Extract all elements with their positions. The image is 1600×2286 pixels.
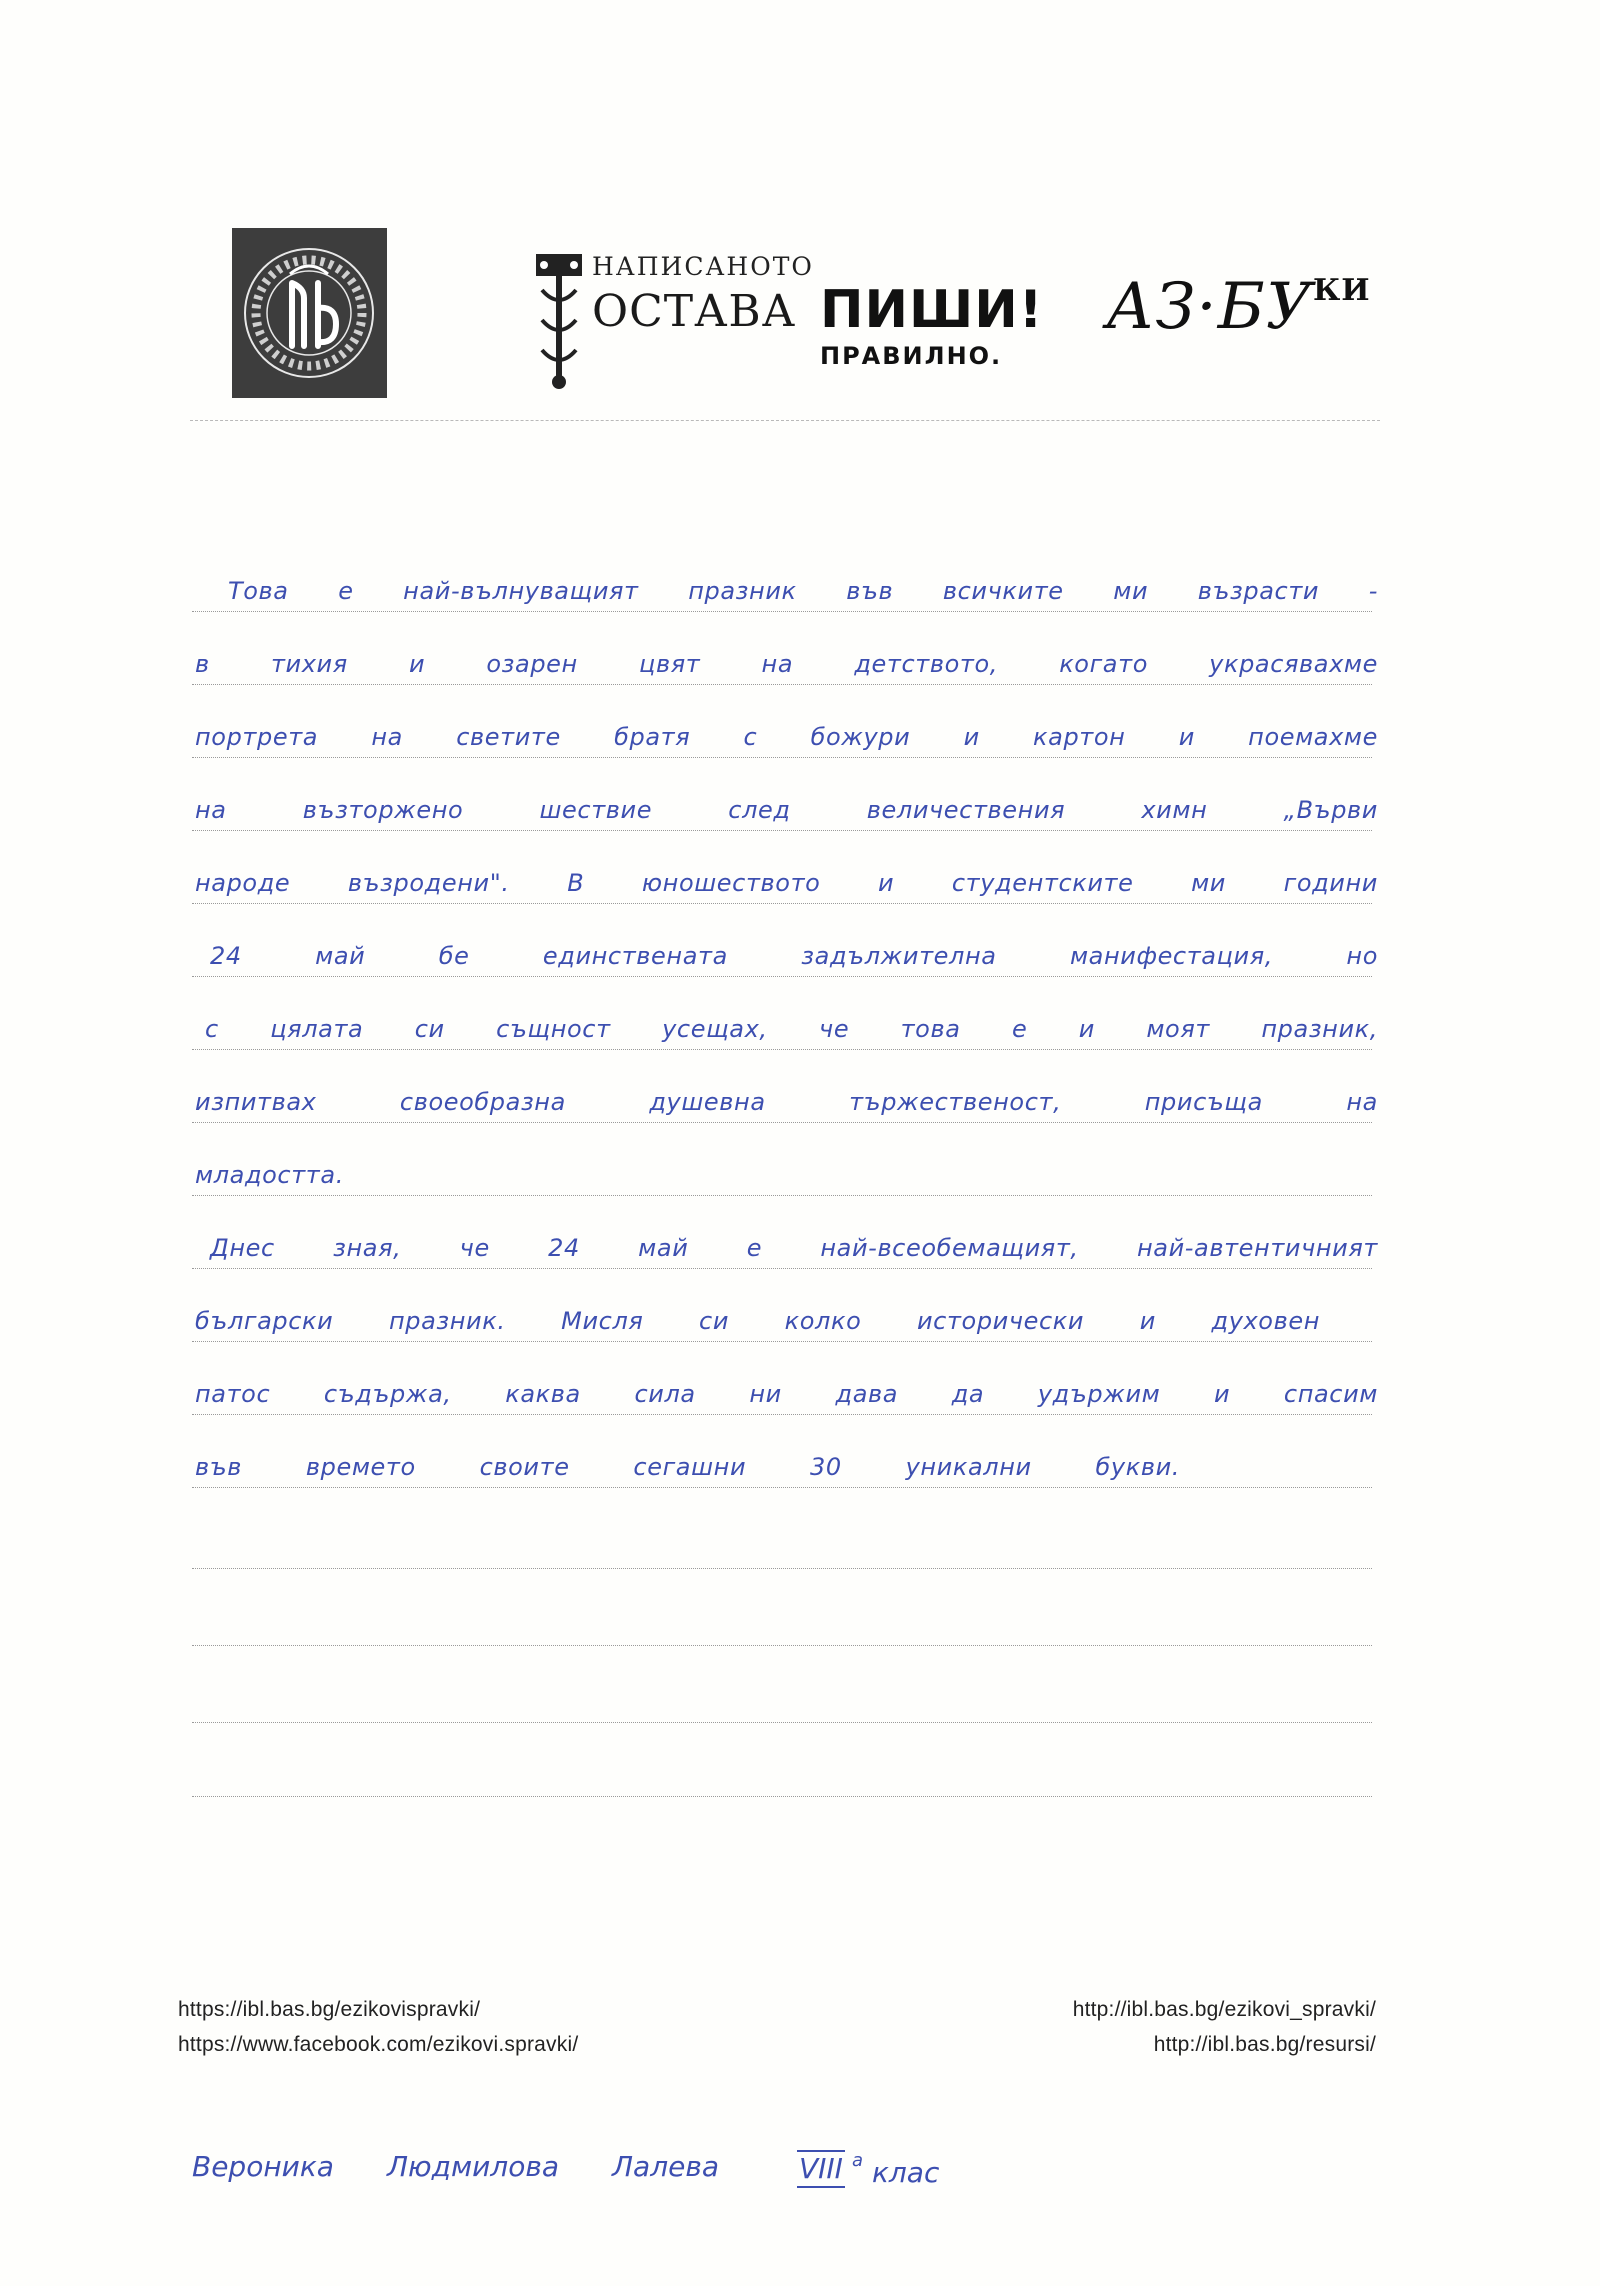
letter-line-1: Това е най-вълнуващият празник във всичките ми възрасти - bbox=[228, 577, 1378, 605]
letter-line-8: изпитвах своеобразна душевна тържественост, присъща на bbox=[195, 1088, 1378, 1116]
letter-line-2: в тихия и озарен цвят на детството, когато украсявахме bbox=[195, 650, 1378, 678]
letter-line-12: патос съдържа, каква сила ни дава да удържим и спасим bbox=[195, 1380, 1378, 1408]
signature-first-name: Вероника bbox=[192, 2150, 334, 2183]
ruled-line bbox=[192, 757, 1372, 758]
letter-line-9: младостта. bbox=[195, 1161, 344, 1189]
ruled-line bbox=[192, 830, 1372, 831]
campaign-line4: ПРАВИЛНО. bbox=[820, 342, 1003, 370]
letter-line-5: народе възродени". В юношеството и студентските ми години bbox=[195, 869, 1378, 897]
ruled-line bbox=[192, 903, 1372, 904]
ruled-line bbox=[192, 1195, 1372, 1196]
link-resursi[interactable]: http://ibl.bas.bg/resursi/ bbox=[1153, 2033, 1376, 2056]
letter-line-10: Днес зная, че 24 май е най-всеобемащият, най-автентичният bbox=[210, 1234, 1378, 1262]
letter-line-13: във времето своите сегашни 30 уникални букви. bbox=[195, 1453, 1180, 1481]
letter-line-7: с цялата си същност усещах, че това е и моят празник, bbox=[205, 1015, 1378, 1043]
ruled-line bbox=[192, 1268, 1372, 1269]
signature-class-letter: а bbox=[852, 2150, 864, 2171]
signature-class-number: VIII bbox=[797, 2150, 845, 2188]
ruled-line bbox=[192, 1122, 1372, 1123]
letter-line-11: български празник. Мисля си колко исторически и духовен bbox=[195, 1307, 1320, 1335]
campaign-line3: ПИШИ! bbox=[820, 280, 1044, 340]
ruled-line bbox=[192, 1487, 1372, 1488]
campaign-line1: НАПИСАНОТО bbox=[592, 252, 814, 281]
campaign-line2: ОСТАВА bbox=[592, 286, 797, 337]
link-ezikovi-spravki[interactable]: https://ibl.bas.bg/ezikovispravki/ bbox=[178, 1998, 481, 2021]
link-ezikovi-spravki-alt[interactable]: http://ibl.bas.bg/ezikovi_spravki/ bbox=[1072, 1998, 1376, 2021]
ruled-line bbox=[192, 1645, 1372, 1646]
ruled-line bbox=[192, 1796, 1372, 1797]
letter-line-3: портрета на светите братя с божури и картон и поемахме bbox=[195, 723, 1378, 751]
ruled-line bbox=[192, 1414, 1372, 1415]
azbuki-main: АЗ·БУ bbox=[1106, 270, 1313, 344]
link-facebook[interactable]: https://www.facebook.com/ezikovi.spravki/ bbox=[178, 2033, 579, 2056]
letter-line-6: 24 май бе единствената задължителна манифестация, но bbox=[210, 942, 1378, 970]
ruled-line bbox=[192, 611, 1372, 612]
ruled-line bbox=[192, 976, 1372, 977]
signature-last-name: Лалева bbox=[612, 2150, 719, 2183]
azbuki-sup: КИ bbox=[1312, 273, 1371, 308]
letter-line-4: на възторжено шествие след величествения химн „Върви bbox=[195, 796, 1378, 824]
ruled-line bbox=[192, 1341, 1372, 1342]
ruled-line bbox=[192, 1568, 1372, 1569]
ruled-line bbox=[192, 684, 1372, 685]
signature-middle-name: Людмилова bbox=[387, 2150, 559, 2183]
ruled-line bbox=[192, 1722, 1372, 1723]
signature-class-word: клас bbox=[872, 2156, 940, 2189]
ruled-line bbox=[192, 1049, 1372, 1050]
